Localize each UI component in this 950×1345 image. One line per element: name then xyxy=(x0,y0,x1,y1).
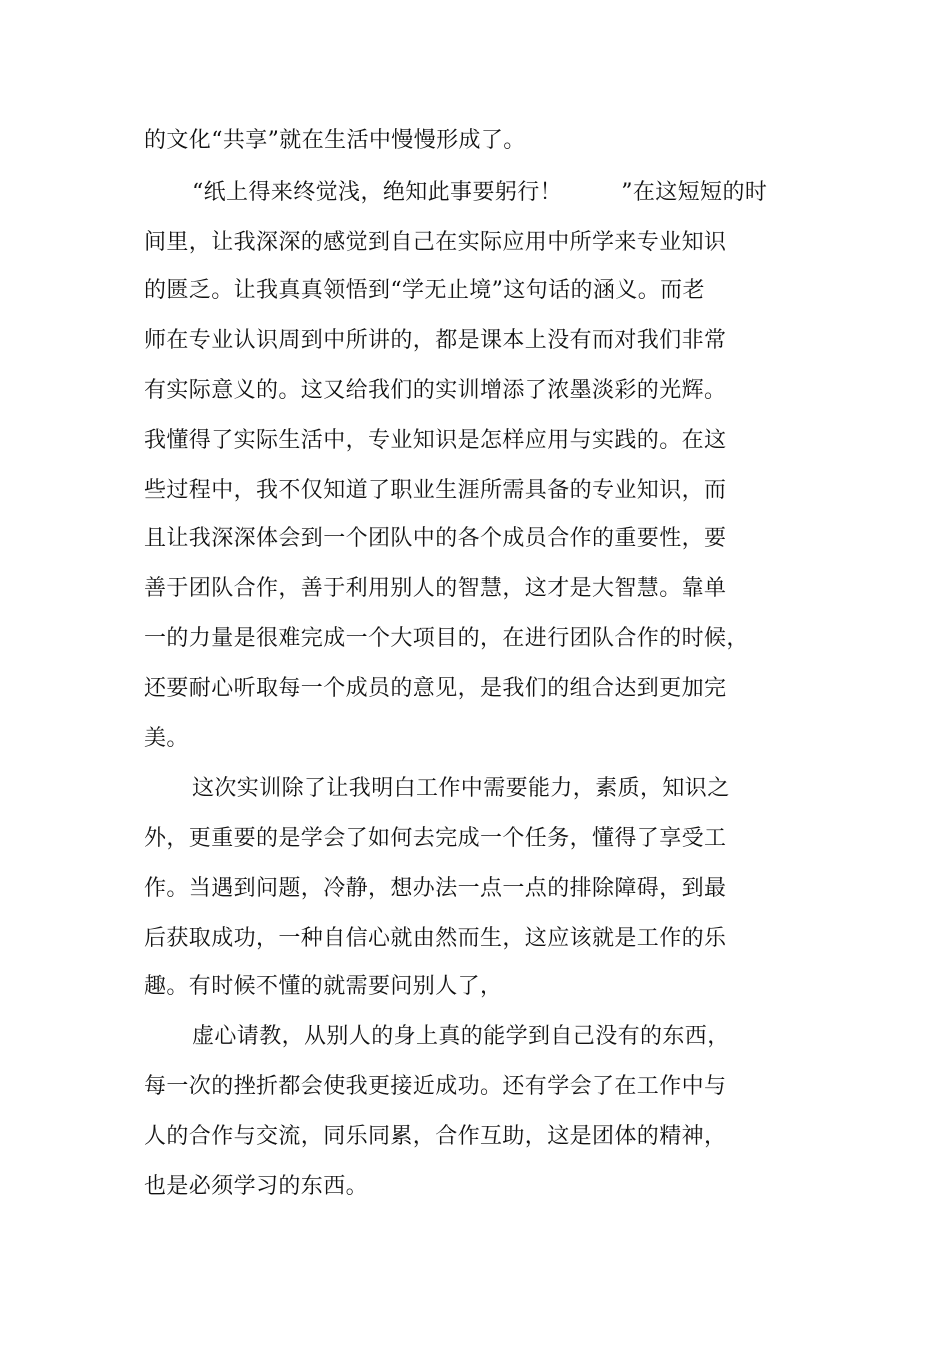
text-line: 美。 xyxy=(144,726,189,751)
text-line: 这次实训除了让我明白工作中需要能力，素质，知识之 xyxy=(192,776,730,801)
text-line: 一的力量是很难完成一个大项目的，在进行团队合作的时候， xyxy=(144,626,749,651)
text-line: 间里，让我深深的感觉到自己在实际应用中所学来专业知识 xyxy=(144,230,727,255)
text-line: 我懂得了实际生活中，专业知识是怎样应用与实践的。在这 xyxy=(144,428,727,453)
text-line: 善于团队合作，善于利用别人的智慧，这才是大智慧。靠单 xyxy=(144,576,727,601)
text-line: “纸上得来终觉浅，绝知此事要躬行！ ”在这短短的时 xyxy=(192,180,768,205)
text-line: 人的合作与交流，同乐同累，合作互助，这是团体的精神， xyxy=(144,1124,727,1149)
text-line: 且让我深深体会到一个团队中的各个成员合作的重要性，要 xyxy=(144,526,727,551)
text-line: 师在专业认识周到中所讲的，都是课本上没有而对我们非常 xyxy=(144,328,727,353)
text-line: 外，更重要的是学会了如何去完成一个任务，懂得了享受工 xyxy=(144,826,727,851)
text-line: 后获取成功，一种自信心就由然而生，这应该就是工作的乐 xyxy=(144,926,727,951)
text-line: 趣。有时候不懂的就需要问别人了， xyxy=(144,974,503,999)
text-line: 虚心请教，从别人的身上真的能学到自己没有的东西， xyxy=(192,1024,730,1049)
text-line: 的文化“共享”就在生活中慢慢形成了。 xyxy=(144,128,526,153)
text-line: 的匮乏。让我真真领悟到“学无止境”这句话的涵义。而老 xyxy=(144,278,705,303)
text-line: 每一次的挫折都会使我更接近成功。还有学会了在工作中与 xyxy=(144,1074,727,1099)
text-line: 也是必须学习的东西。 xyxy=(144,1174,369,1199)
text-line: 还要耐心听取每一个成员的意见，是我们的组合达到更加完 xyxy=(144,676,727,701)
text-line: 有实际意义的。这又给我们的实训增添了浓墨淡彩的光辉。 xyxy=(144,378,727,403)
text-line: 些过程中，我不仅知道了职业生涯所需具备的专业知识，而 xyxy=(144,478,727,503)
text-line: 作。当遇到问题，冷静，想办法一点一点的排除障碍，到最 xyxy=(144,876,727,901)
